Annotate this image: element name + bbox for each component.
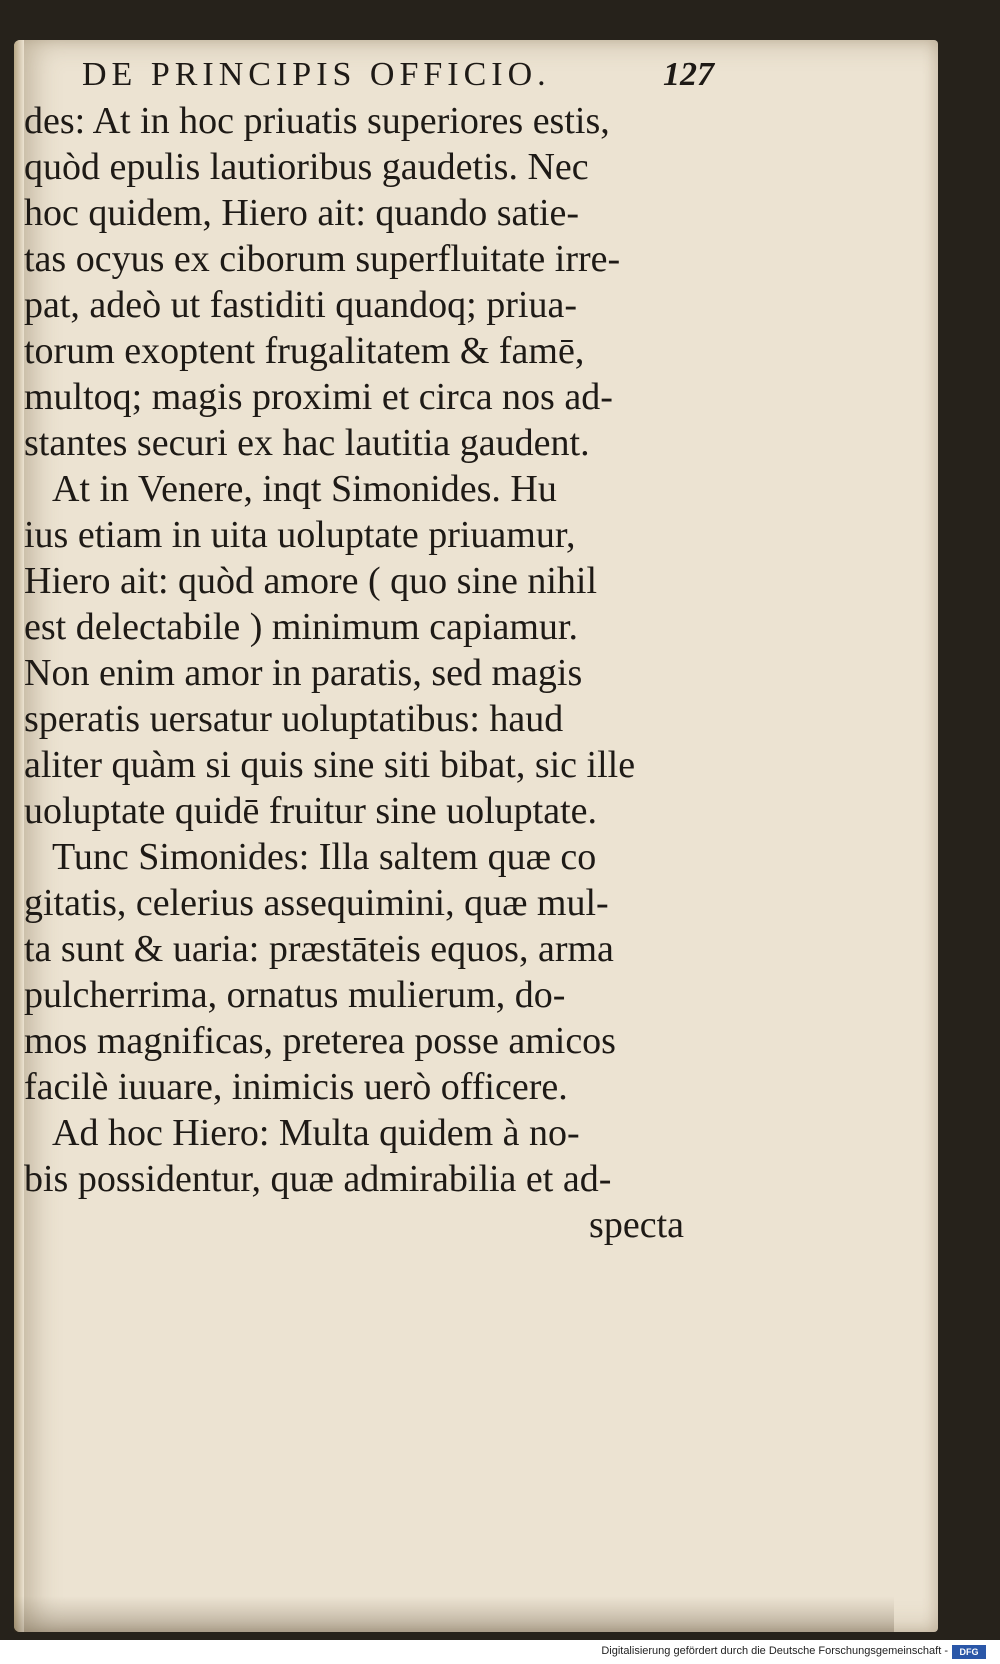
text-line: Hiero ait: quòd amore ( quo sine nihil <box>24 560 598 602</box>
text-line: uoluptate quidē fruitur sine uoluptate. <box>24 790 598 832</box>
text-line: des: At in hoc priuatis superiores estis, <box>24 100 610 142</box>
digitization-footer <box>0 1640 1000 1664</box>
page-gutter-edge <box>14 40 24 1632</box>
page-number: 127 <box>663 56 714 93</box>
text-line: hoc quidem, Hiero ait: quando satie- <box>24 192 580 234</box>
catchword: specta <box>589 1204 684 1246</box>
text-line: ius etiam in uita uoluptate priuamur, <box>24 514 576 556</box>
funding-credit: Digitalisierung gefördert durch die Deutsche Forschungsgemeinschaft - <box>601 1645 948 1657</box>
text-line: Tunc Simonides: Illa saltem quæ co <box>52 836 597 878</box>
text-line: torum exoptent frugalitatem & famē, <box>24 330 585 372</box>
text-line: At in Venere, inqt Simonides. Hu <box>52 468 557 510</box>
page-bottom-shadow <box>14 1596 894 1632</box>
text-line: ta sunt & uaria: præstāteis equos, arma <box>24 928 614 970</box>
text-line: speratis uersatur uoluptatibus: haud <box>24 698 564 740</box>
text-line: facilè iuuare, inimicis uerò officere. <box>24 1066 568 1108</box>
running-head <box>24 56 714 94</box>
text-line: bis possidentur, quæ admirabilia et ad- <box>24 1158 612 1200</box>
text-line: pulcherrima, ornatus mulierum, do- <box>24 974 566 1016</box>
text-line: gitatis, celerius assequimini, quæ mul- <box>24 882 609 924</box>
text-lines <box>24 98 714 1202</box>
text-line: quòd epulis lautioribus gaudetis. Nec <box>24 146 589 188</box>
text-line: multoq; magis proximi et circa nos ad- <box>24 376 613 418</box>
text-line: aliter quàm si quis sine siti bibat, sic ille <box>24 744 636 786</box>
running-head-title: DE PRINCIPIS OFFICIO. <box>82 56 551 93</box>
text-block <box>24 56 714 1248</box>
text-line: mos magnificas, preterea posse amicos <box>24 1020 616 1062</box>
text-line: stantes securi ex hac lautitia gaudent. <box>24 422 590 464</box>
text-line: Non enim amor in paratis, sed magis <box>24 652 583 694</box>
text-line: est delectabile ) minimum capiamur. <box>24 606 578 648</box>
dfg-logo: DFG <box>952 1645 986 1659</box>
text-line: Ad hoc Hiero: Multa quidem à no- <box>52 1112 580 1154</box>
text-line: pat, adeò ut fastiditi quandoq; priua- <box>24 284 577 326</box>
text-line: tas ocyus ex ciborum superfluitate irre- <box>24 238 621 280</box>
